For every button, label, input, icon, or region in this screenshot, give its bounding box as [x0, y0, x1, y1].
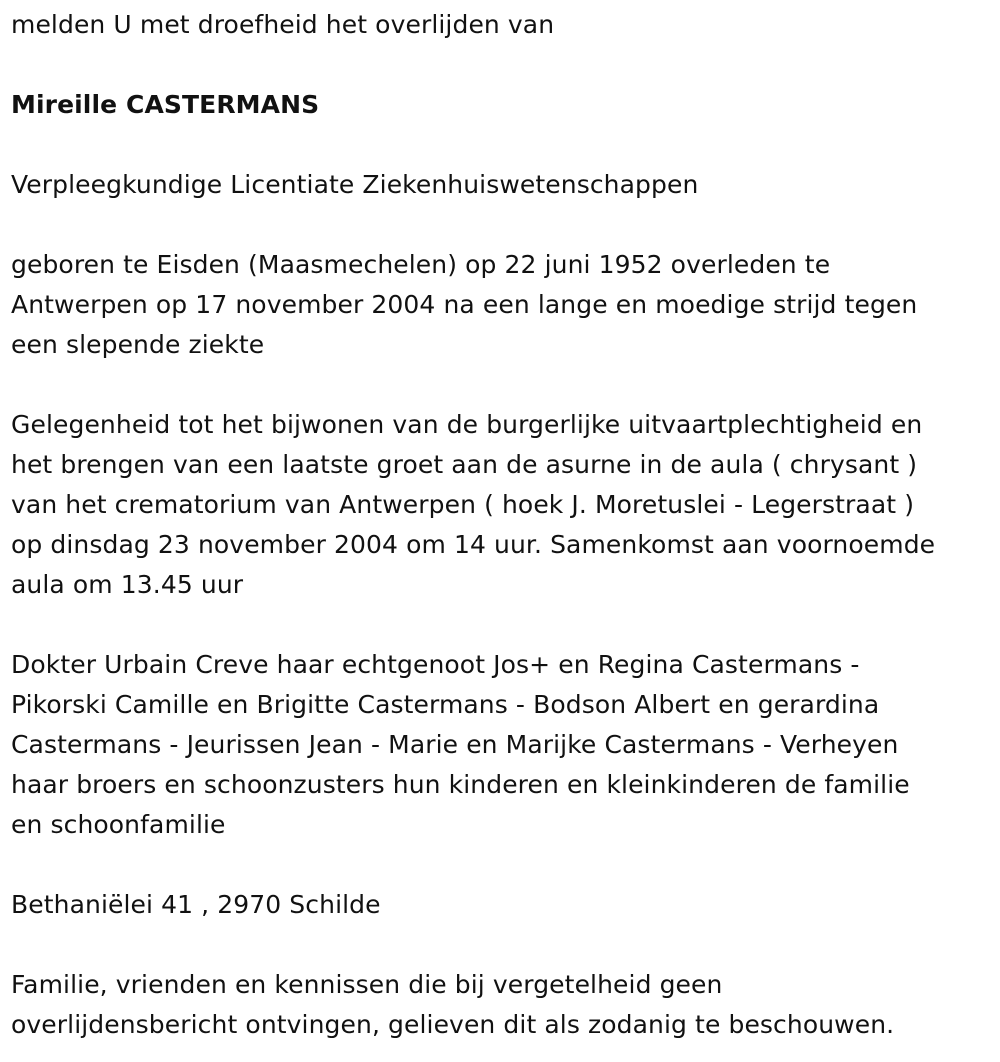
deceased-name: Mireille CASTERMANS — [11, 90, 320, 119]
profession-title: Verpleegkundige Licentiate Ziekenhuiswetenschappen — [11, 170, 699, 199]
ceremony-details: Gelegenheid tot het bijwonen van de burgerlijke uitvaartplechtigheid en het brengen van een laatste groet aan de asurne in de aula ( chrysant ) van het crematorium van Antwerpen ( hoek J. Moretuslei - Legerstraat ) op dinsdag 23 november 2004 om 14 uur. Samenkomst aan voornoemde aula om 13.45 uur — [11, 410, 936, 599]
closing-note: Familie, vrienden en kennissen die bij vergetelheid geen overlijdensbericht ontvingen, gelieven dit als zodanig te beschouwen. — [11, 970, 895, 1039]
birth-death-details: geboren te Eisden (Maasmechelen) op 22 juni 1952 overleden te Antwerpen op 17 november 2004 na een lange en moedige strijd tegen een slepende ziekte — [11, 250, 918, 359]
address: Bethaniëlei 41 , 2970 Schilde — [11, 890, 381, 919]
intro-text: melden U met droefheid het overlijden van — [11, 10, 555, 39]
family-names: Dokter Urbain Creve haar echtgenoot Jos+ en Regina Castermans - Pikorski Camille en Brigitte Castermans - Bodson Albert en gerardina Castermans - Jeurissen Jean - Marie en Marijke Castermans - Verheyen haar broers en schoonzusters hun kinderen en kleinkinderen de familie en schoonfamilie — [11, 650, 910, 839]
